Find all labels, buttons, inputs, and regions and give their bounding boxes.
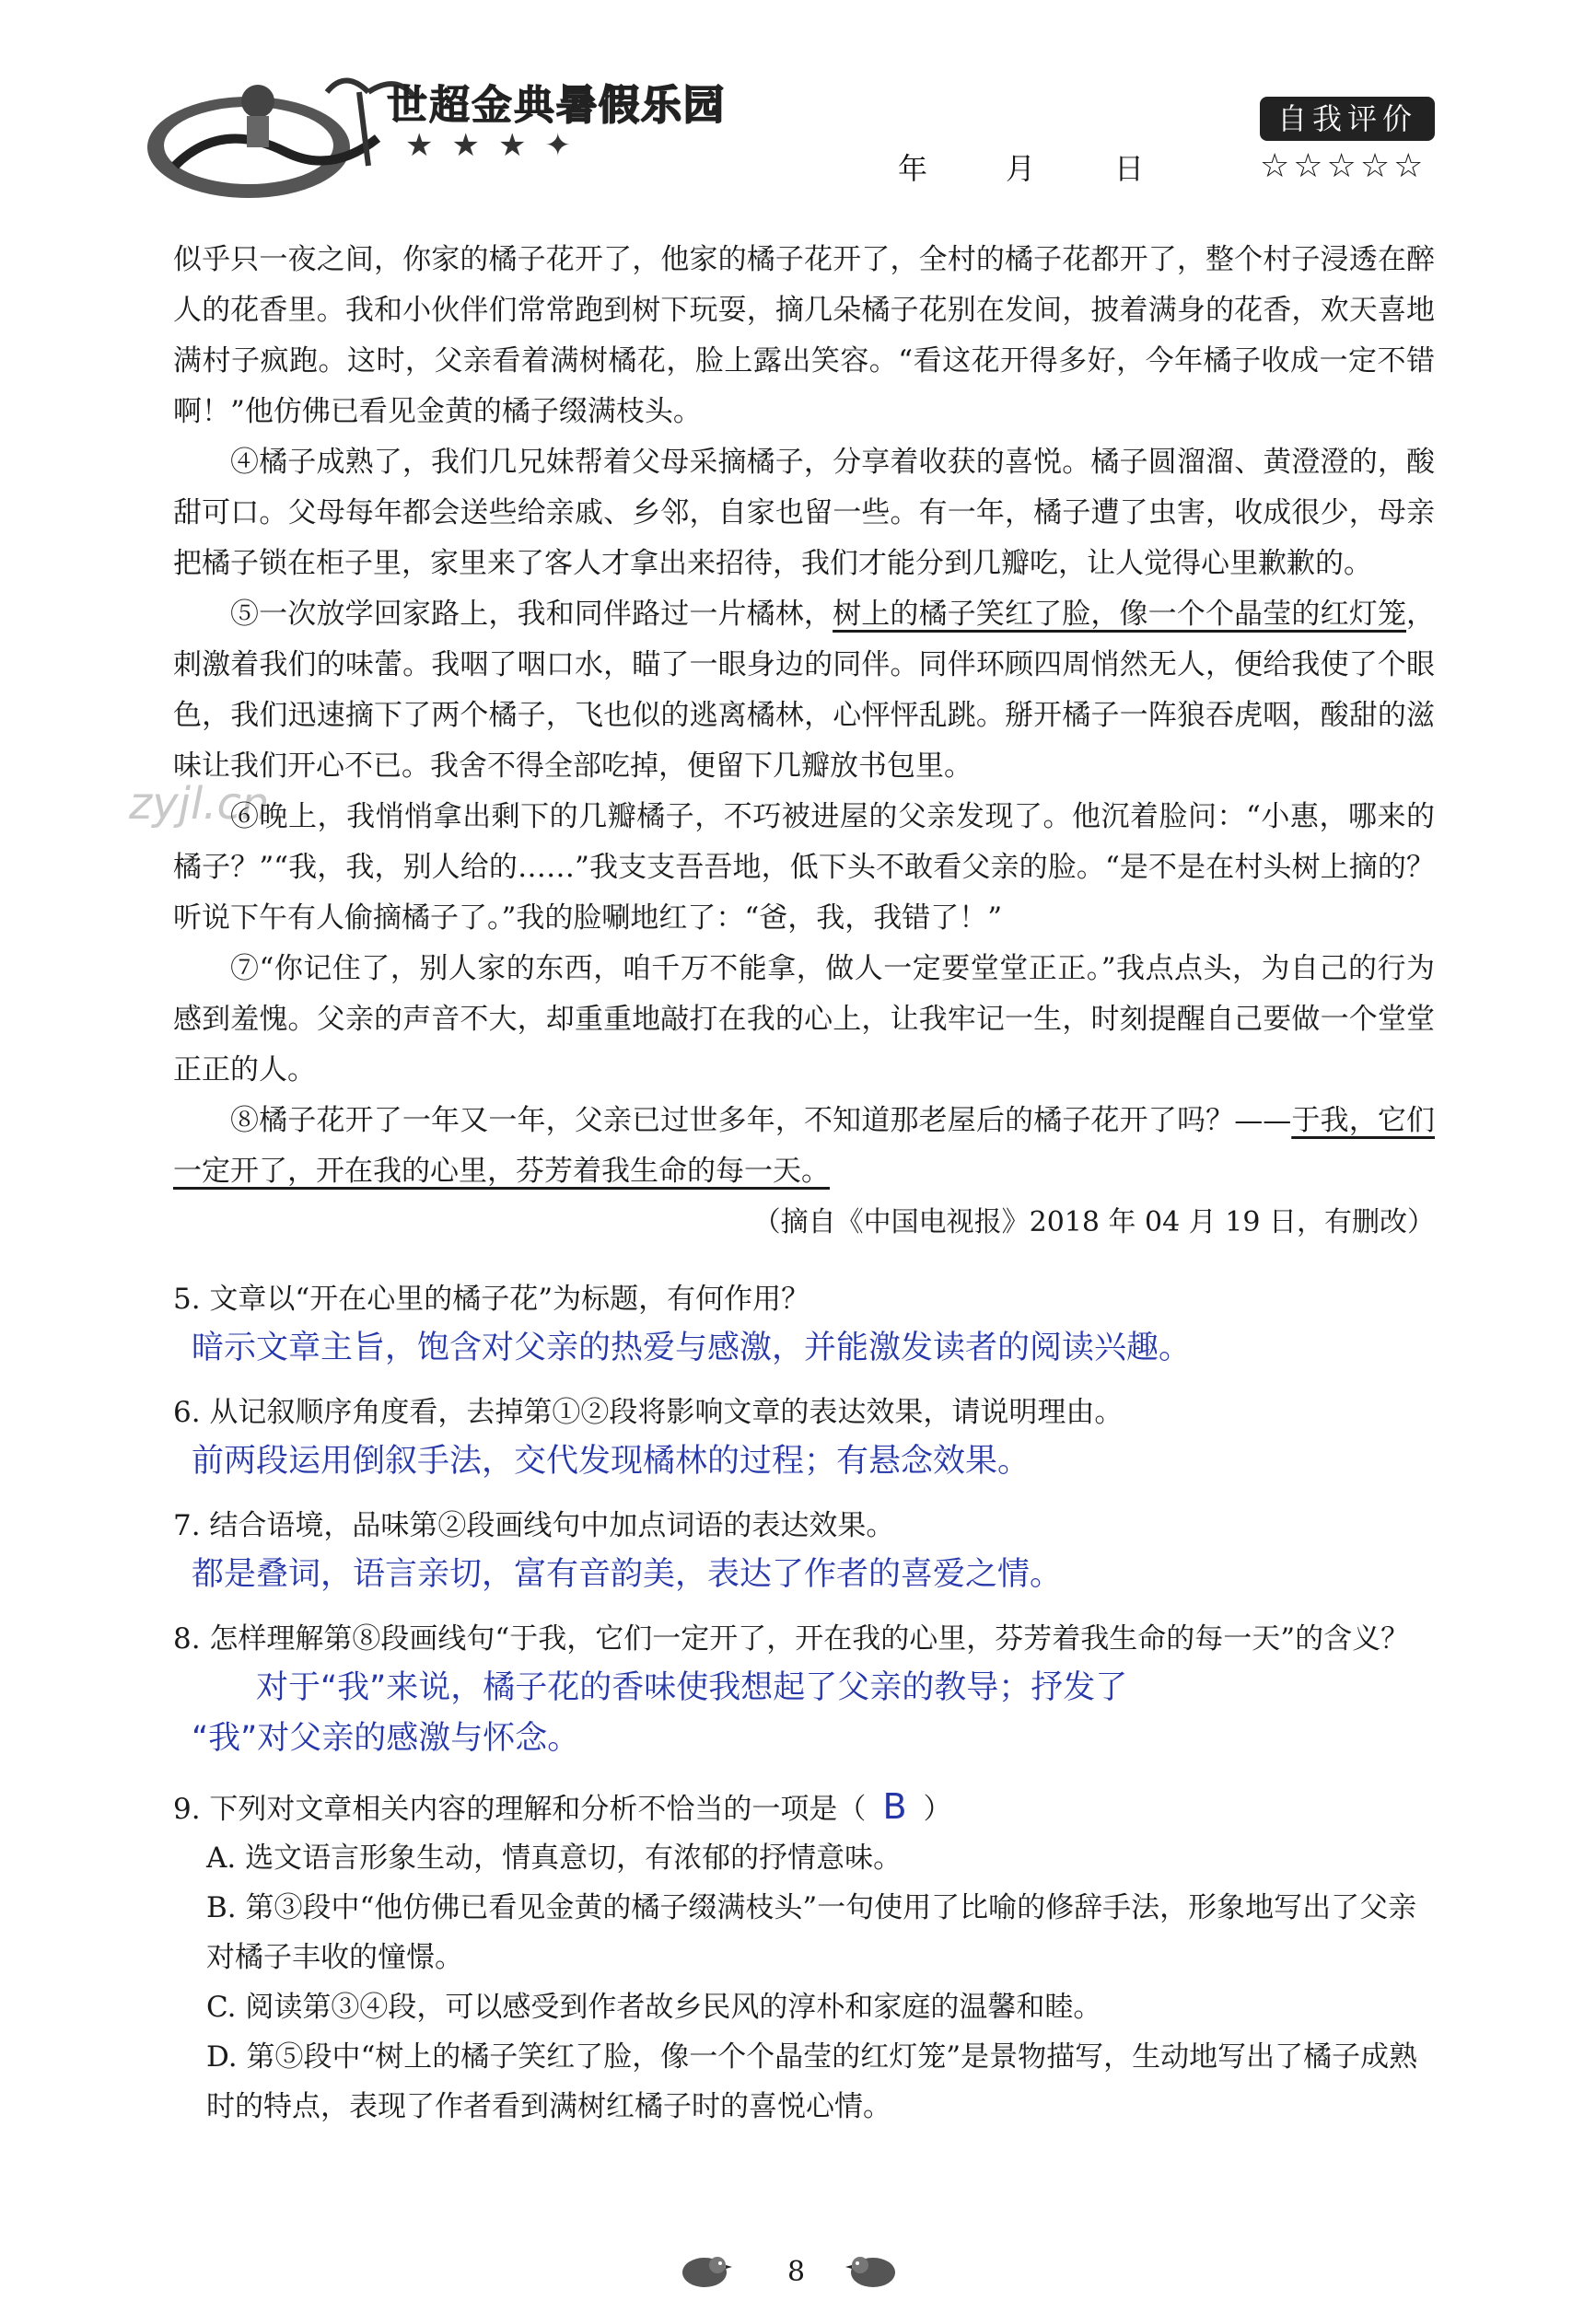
rating-stars[interactable]: ☆☆☆☆☆ <box>1260 147 1427 185</box>
paragraph-7: ⑦“你记住了，别人家的东西，咱千万不能拿，做人一定要堂堂正正。”我点点头，为自己的行为感到羞愧。父亲的声音不大，却重重地敲打在我的心上，让我牢记一生，时刻提醒自己要做一个堂堂正正的人。 <box>173 952 1435 1086</box>
page-header <box>0 0 1584 212</box>
question-6: 6. 从记叙顺序角度看，去掉第①②段将影响文章的表达效果，请说明理由。 <box>173 1396 1124 1429</box>
surfing-kid-logo-icon <box>147 37 424 203</box>
day-label: 日 <box>1114 151 1145 186</box>
month-label: 月 <box>1006 151 1036 186</box>
watermark: zyjl.cn <box>129 778 270 830</box>
decorative-stars-icon: ★★★✦ <box>405 127 589 164</box>
paragraph-3-cont: 似乎只一夜之间，你家的橘子花开了，他家的橘子花开了，全村的橘子花都开了，整个村子浸透在醉人的花香里。我和小伙伴们常常跑到树下玩耍，摘几朵橘子花别在发间，披着满身的花香，欢天喜地满村子疯跑。这时，父亲看着满树橘花，脸上露出笑容。“看这花开得多好，今年橘子收成一定不错啊！”他仿佛已看见金黄的橘子缀满枝头。 <box>173 243 1435 428</box>
paragraph-8: ⑧橘子花开了一年又一年，父亲已过世多年，不知道那老屋后的橘子花开了吗？——于我，它们一定开了，开在我的心里，芬芳着我生命的每一天。 <box>173 1104 1435 1188</box>
article-source: （摘自《中国电视报》2018 年 04 月 19 日，有删改） <box>752 1206 1435 1238</box>
answer-8-line-1: 对于“我”来说，橘子花的香味使我想起了父亲的教导；抒发了 <box>256 1669 1128 1706</box>
page-number: 8 <box>787 2256 806 2288</box>
bird-left-icon <box>677 2247 732 2293</box>
answer-7: 都是叠词，语言亲切，富有音韵美，表达了作者的喜爱之情。 <box>192 1556 1063 1593</box>
option-a: A. 选文语言形象生动，情真意切，有浓郁的抒情意味。 <box>206 1842 903 1875</box>
option-c: C. 阅读第③④段，可以感受到作者故乡民风的淳朴和家庭的温馨和睦。 <box>206 1991 1102 2024</box>
self-eval-badge: 自我评价 <box>1260 97 1435 141</box>
brand-title: 世超金典暑假乐园 <box>387 82 726 129</box>
question-8: 8. 怎样理解第⑧段画线句“于我，它们一定开了，开在我的心里，芬芳着我生命的每一天”的含义？ <box>173 1622 1410 1656</box>
year-label: 年 <box>898 151 928 186</box>
paragraph-4: ④橘子成熟了，我们几兄妹帮着父母采摘橘子，分享着收获的喜悦。橘子圆溜溜、黄澄澄的，酸甜可口。父母每年都会送些给亲戚、乡邻，自家也留一些。有一年，橘子遭了虫害，收成很少，母亲把橘子锁在柜子里，家里来了客人才拿出来招待，我们才能分到几瓣吃，让人觉得心里歉歉的。 <box>173 446 1435 580</box>
option-b: B. 第③段中“他仿佛已看见金黄的橘子缀满枝头”一句使用了比喻的修辞手法，形象地写出了父亲对橘子丰收的憧憬。 <box>206 1891 1417 1974</box>
paragraph-6: ⑥晚上，我悄悄拿出剩下的几瓣橘子，不巧被进屋的父亲发现了。他沉着脸问：“小惠，哪来的橘子？”“我，我，别人给的……”我支支吾吾地，低下头不敢看父亲的脸。“是不是在村头树上摘的？听说下午有人偷摘橘子了。”我的脸唰地红了：“爸，我，我错了！” <box>173 800 1435 935</box>
underlined-sentence-5: 树上的橘子笑红了脸，像一个个晶莹的红灯笼 <box>833 598 1407 631</box>
paragraph-5: ⑤一次放学回家路上，我和同伴路过一片橘林，树上的橘子笑红了脸，像一个个晶莹的红灯笼，刺激着我们的味蕾。我咽了咽口水，瞄了一眼身边的同伴。同伴环顾四周悄然无人，便给我使了个眼色，我们迅速摘下了两个橘子，飞也似的逃离橘林，心怦怦乱跳。掰开橘子一阵狼吞虎咽，酸甜的滋味让我们开心不已。我舍不得全部吃掉，便留下几瓣放书包里。 <box>173 598 1436 783</box>
answer-8-line-2: “我”对父亲的感激与怀念。 <box>192 1720 580 1757</box>
answer-6: 前两段运用倒叙手法，交代发现橘林的过程；有悬念效果。 <box>192 1443 1031 1480</box>
answer-9-choice: B <box>882 1786 907 1827</box>
bird-right-icon <box>845 2247 901 2293</box>
question-7: 7. 结合语境，品味第②段画线句中加点词语的表达效果。 <box>173 1509 895 1542</box>
underlined-sentence-8: 于我，它们一定开了，开在我的心里，芬芳着我生命的每一天。 <box>173 1104 1435 1188</box>
page-footer <box>0 2247 1584 2302</box>
answer-5: 暗示文章主旨，饱含对父亲的热爱与感激，并能激发读者的阅读兴趣。 <box>192 1330 1192 1366</box>
article-and-questions <box>173 235 1435 2132</box>
question-9: 9. 下列对文章相关内容的理解和分析不恰当的一项是（ B ） <box>173 1786 952 1827</box>
question-5: 5. 文章以“开在心里的橘子花”为标题，有何作用？ <box>173 1283 810 1316</box>
option-d: D. 第⑤段中“树上的橘子笑红了脸，像一个个晶莹的红灯笼”是景物描写，生动地写出了橘子成熟时的特点，表现了作者看到满树红橘子时的喜悦心情。 <box>206 2040 1418 2123</box>
